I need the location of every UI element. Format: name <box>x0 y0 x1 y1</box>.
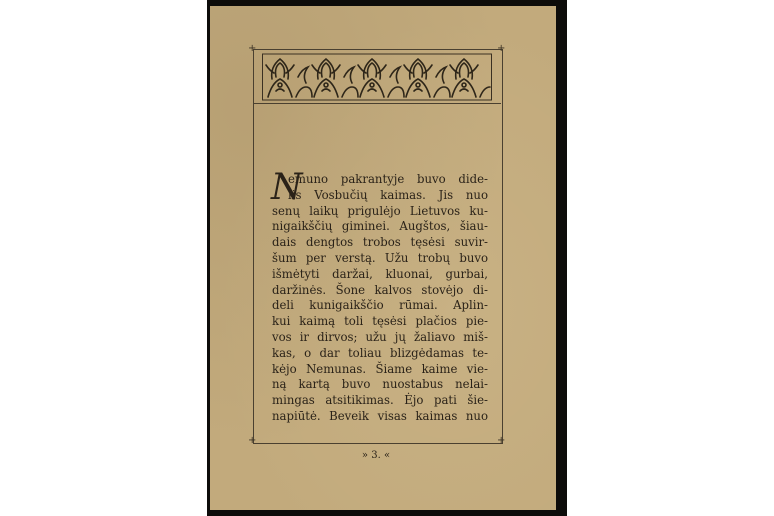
drop-cap-letter: N <box>271 167 303 208</box>
text-line: napiūtė. Beveik visas kaimas nuo <box>272 408 488 423</box>
text-line: lis Vosbučių kaimas. Jis nuo <box>288 187 488 202</box>
text-line: emuno pakrantyje buvo dide- <box>288 172 488 186</box>
decorative-header-ornament <box>262 53 492 101</box>
text-line: dais dengtos trobos tęsėsi suvir- <box>272 235 488 250</box>
text-line: mingas atsitikimas. Ėjo pati šie- <box>272 393 488 408</box>
frame-corner-cross: + <box>497 435 506 446</box>
frame-corner-cross: + <box>248 435 257 446</box>
frame-corner-cross: + <box>497 43 506 54</box>
text-line: ną kartą buvo nuostabus nelai- <box>272 377 488 392</box>
text-line: kėjo Nemunas. Šiame kaime vie- <box>272 361 488 376</box>
frame-corner-cross: + <box>248 43 257 54</box>
text-line: deli kunigaikščio rūmai. Aplin- <box>272 298 488 313</box>
text-line: išmėtyti daržai, kluonai, gurbai, <box>272 266 488 281</box>
text-line: vos ir dirvos; užu jų žaliavo miš- <box>272 329 488 344</box>
text-line: kui kaimą toli tęsėsi plačios pie- <box>272 314 488 329</box>
text-line: senų laikų prigulėjo Lietuvos ku- <box>272 203 488 218</box>
body-text <box>271 167 488 425</box>
text-line: nigaikščių giminei. Augštos, šiau- <box>272 219 488 234</box>
text-line: kas, o dar toliau blizgėdamas te- <box>272 345 488 360</box>
text-line: šum per verstą. Užu trobų buvo <box>272 250 488 265</box>
header-rule <box>254 103 501 104</box>
text-line: daržinės. Šone kalvos stovėjo di- <box>272 282 488 297</box>
page-number: » 3. « <box>361 450 391 461</box>
